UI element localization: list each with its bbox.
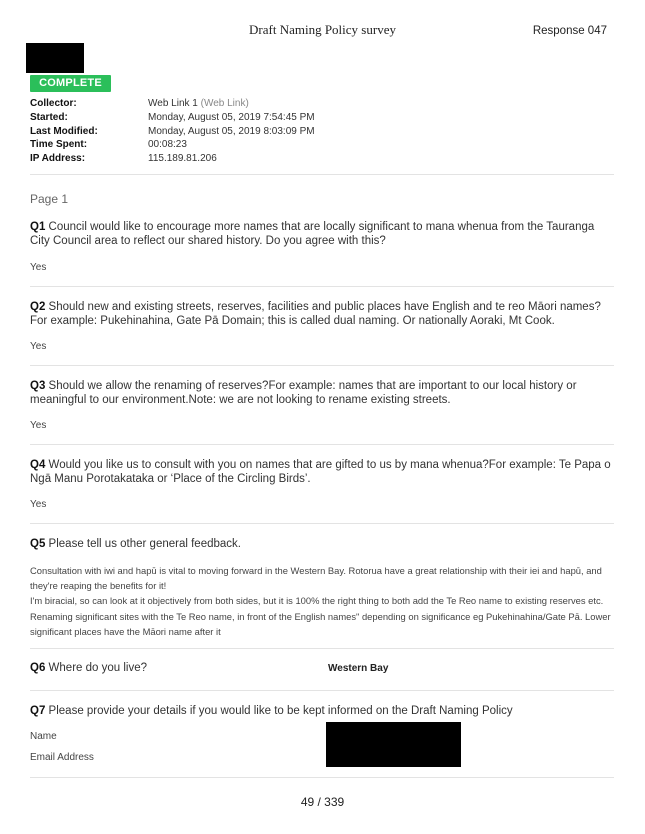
meta-label: Time Spent:	[30, 139, 88, 151]
survey-title: Draft Naming Policy survey	[249, 22, 396, 37]
question-text: Should we allow the renaming of reserves?For example: names that are important to our local history or meaningful to our environment.Note: we are not looking to rename existing streets.	[30, 380, 577, 406]
page-label: Page 1	[30, 192, 69, 206]
answer-q1: Yes	[30, 262, 47, 273]
response-metadata	[30, 97, 315, 166]
question-text: Council would like to encourage more names that are locally significant to mana whenua from the Tauranga City Council area to reflect our shared history. Do you agree with this?	[30, 221, 595, 247]
question-q5	[30, 538, 614, 552]
answer-q2: Yes	[30, 341, 47, 352]
divider	[30, 286, 614, 287]
meta-value: 115.189.81.206	[148, 153, 217, 165]
question-number: Q7	[30, 705, 46, 717]
question-q2	[30, 301, 614, 328]
question-number: Q2	[30, 301, 46, 313]
feedback-paragraph: I'm biracial, so can look at it objectively from both sides, but it is 100% the right thing to both add the Te Reo name to existing reserves etc. Renaming significant sites with the Te Reo name, in front of the English names" depending on significance eg Pukehinahina/Gate Pā. Lower significant places have the Māori name after it	[30, 595, 611, 637]
meta-value: Monday, August 05, 2019 8:03:09 PM	[148, 125, 315, 137]
meta-row-collector	[30, 97, 315, 111]
question-number: Q5	[30, 538, 46, 550]
name-label: Name	[30, 731, 57, 742]
meta-row-ip-address	[30, 152, 315, 166]
meta-label: Collector:	[30, 98, 77, 109]
meta-label: IP Address:	[30, 153, 86, 165]
answer-q3: Yes	[30, 420, 47, 431]
divider	[30, 777, 614, 778]
question-q4	[30, 459, 614, 486]
question-number: Q1	[30, 221, 46, 233]
divider	[30, 444, 614, 445]
question-text: Please tell us other general feedback.	[48, 538, 241, 550]
divider	[30, 174, 614, 175]
divider	[30, 523, 614, 524]
response-number: Response 047	[532, 25, 607, 37]
redacted-contact-details	[326, 722, 461, 767]
email-label: Email Address	[30, 752, 94, 763]
question-number: Q3	[30, 380, 46, 392]
answer-q5	[30, 563, 614, 639]
page-number: 49 / 339	[300, 795, 345, 809]
meta-label: Last Modified:	[30, 125, 98, 137]
answer-q6: Western Bay	[328, 663, 389, 674]
question-number: Q4	[30, 459, 46, 471]
divider	[30, 648, 614, 649]
meta-label: Started:	[30, 111, 68, 123]
question-number: Q6	[30, 662, 46, 674]
divider	[30, 690, 614, 691]
question-q7	[30, 705, 614, 719]
question-text: Would you like us to consult with you on names that are gifted to us by mana whenua?For example: Te Papa o Ngā Manu Porotakataka or ‘Place of the Circling Birds’.	[30, 459, 611, 485]
meta-value-extra: (Web Link)	[200, 98, 249, 109]
question-q6	[30, 662, 614, 676]
question-q1	[30, 221, 614, 248]
question-q3	[30, 380, 614, 407]
question-text: Please provide your details if you would like to be kept informed on the Draft Naming Policy	[48, 705, 513, 717]
feedback-paragraph: Consultation with iwi and hapū is vital to moving forward in the Western Bay. Rotorua have a great relationship with their iei and hapū, and they're reaping the benefits for it!	[30, 565, 602, 592]
meta-row-last-modified	[30, 125, 315, 139]
divider	[30, 365, 614, 366]
answer-q4: Yes	[30, 499, 47, 510]
meta-value: Web Link 1	[148, 98, 198, 109]
meta-row-time-spent	[30, 138, 315, 152]
status-badge: COMPLETE	[30, 75, 111, 92]
redacted-logo	[26, 43, 84, 73]
meta-value: 00:08:23	[148, 139, 187, 151]
meta-row-started	[30, 111, 315, 125]
meta-value: Monday, August 05, 2019 7:54:45 PM	[148, 111, 315, 123]
question-text: Should new and existing streets, reserves, facilities and public places have English and te reo Māori names?For example: Pukehinahina, Gate Pā Domain; this is called dual naming. Or nationally Aoraki, Mt Cook.	[30, 301, 601, 327]
question-text: Where do you live?	[48, 662, 147, 674]
